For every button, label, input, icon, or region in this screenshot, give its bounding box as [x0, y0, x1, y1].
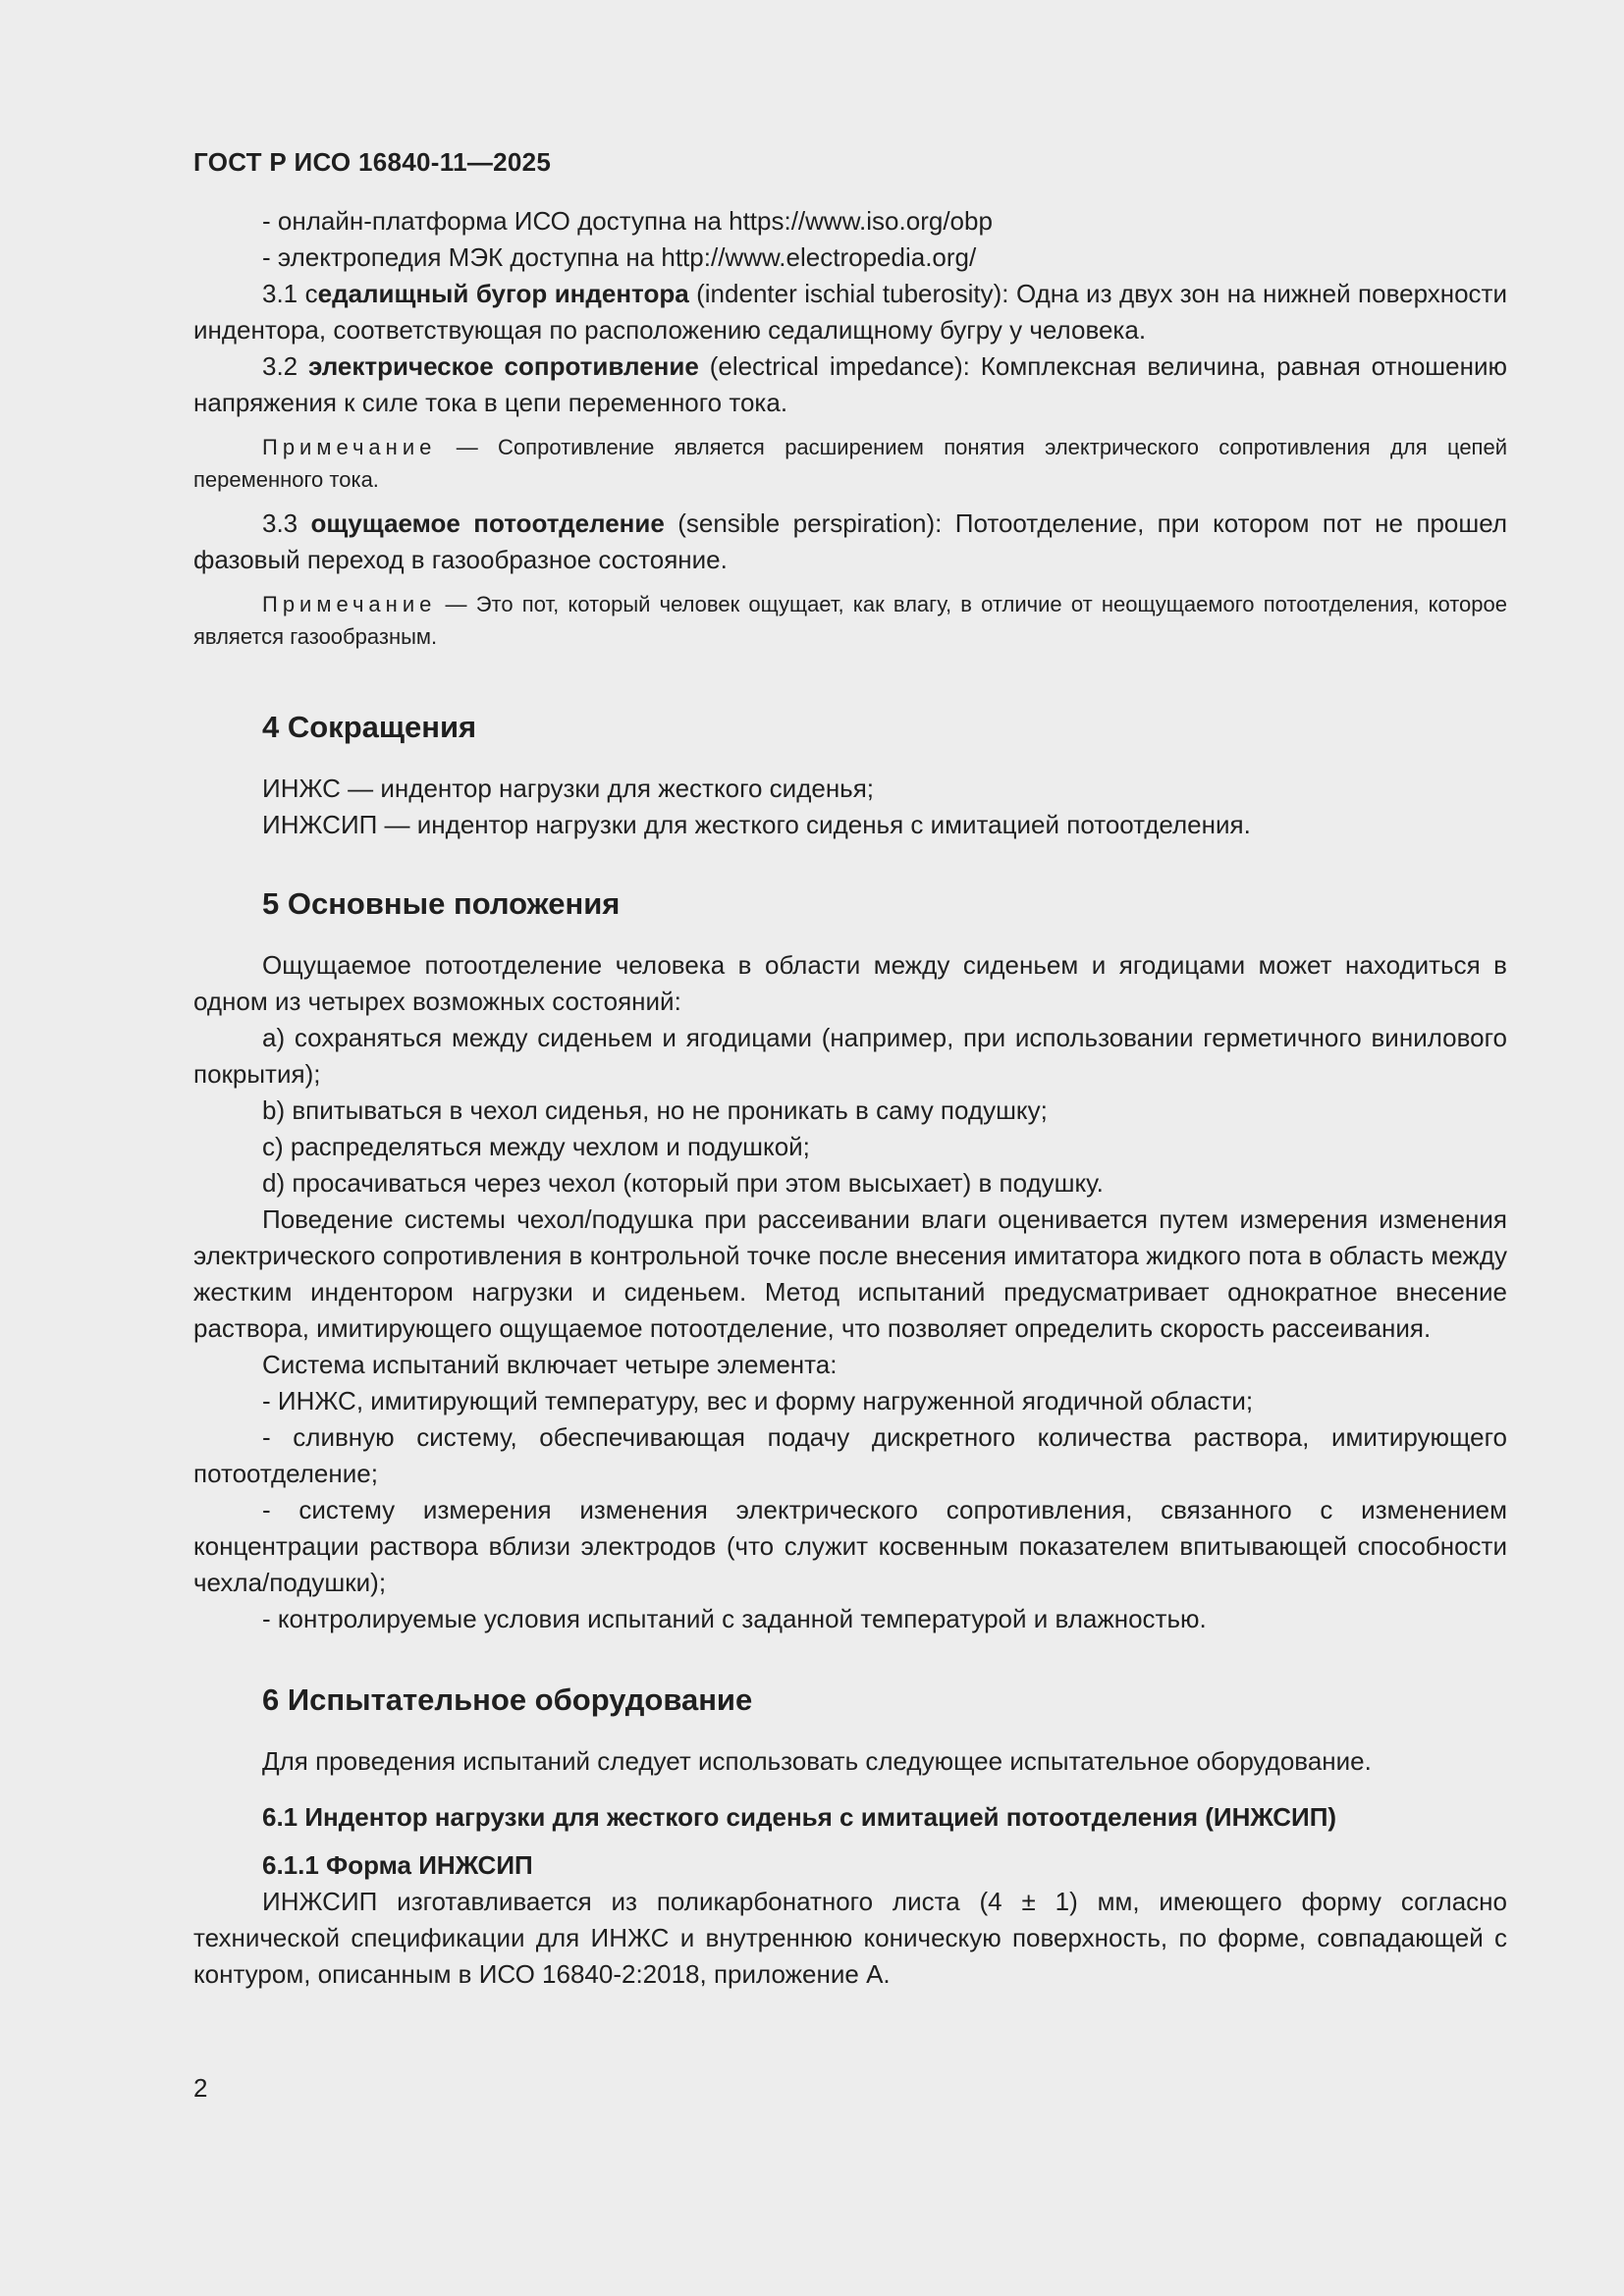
section-5-intro: Ощущаемое потоотделение человека в области между сиденьем и ягодицами может находиться в одном из четырех возможных состояний:: [193, 950, 1507, 1016]
section-5-heading: 5 Основные положения: [262, 886, 621, 921]
note-text: — Сопротивление является расширением понятия электрического сопротивления для цепей переменного тока.: [193, 435, 1507, 492]
state-item: b) впитываться в чехол сиденья, но не проникать в саму подушку;: [262, 1095, 1048, 1125]
system-element: - ИНЖС, имитирующий температуру, вес и форму нагруженной ягодичной области;: [262, 1386, 1254, 1415]
term-number: 3.2: [262, 351, 309, 381]
system-element: - контролируемые условия испытаний с заданной температурой и влажностью.: [262, 1604, 1207, 1633]
term-definition: (sensible perspiration): Потоотделение, при котором пот не прошел фазовый переход в газообразное состояние.: [193, 508, 1508, 574]
term-definition: (electrical impedance): Комплексная величина, равная отношению напряжения к силе тока в цепи переменного тока.: [193, 351, 1507, 417]
section-6-intro: Для проведения испытаний следует использовать следующее испытательное оборудование.: [262, 1746, 1372, 1776]
section-6-heading: 6 Испытательное оборудование: [262, 1682, 753, 1717]
system-intro: Система испытаний включает четыре элемента:: [262, 1350, 838, 1379]
term-name: ощущаемое потоотделение: [310, 508, 665, 538]
abbr-item: ИНЖС — индентор нагрузки для жесткого сиденья;: [262, 774, 875, 803]
term-3-1: [193, 276, 1507, 348]
term-definition: (indenter ischial tuberosity): Одна из двух зон на нижней поверхности индентора, соответствующая по расположению седалищному бугру у человека.: [193, 279, 1507, 345]
state-item: a) сохраняться между сиденьем и ягодицами (например, при использовании герметичного винилового покрытия);: [193, 1023, 1507, 1089]
term-number: 3.3: [262, 508, 311, 538]
document-header: ГОСТ Р ИСО 16840-11—2025: [193, 147, 552, 177]
subsection-6-1-1-paragraph: ИНЖСИП изготавливается из поликарбонатного листа (4 ± 1) мм, имеющего форму согласно технической спецификации для ИНЖС и внутреннюю коническую поверхность, по форме, совпадающей с контуром, описанным в ИСО 16840-2:2018, приложение А.: [193, 1887, 1507, 1989]
abbr-item: ИНЖСИП — индентор нагрузки для жесткого сиденья с имитацией потоотделения.: [262, 810, 1251, 839]
term-name: едалищный бугор индентора: [317, 279, 689, 308]
note-label: Примечание: [262, 435, 437, 459]
page-number: 2: [193, 2073, 208, 2103]
note-label: Примечание: [262, 592, 437, 616]
note-text: — Это пот, который человек ощущает, как влагу, в отличие от неощущаемого потоотделения, которое является газообразным.: [193, 592, 1507, 649]
term-3-3: [193, 506, 1507, 578]
section-4-heading: 4 Сокращения: [262, 710, 477, 744]
subsection-6-1-heading: 6.1 Индентор нагрузки для жесткого сиденья с имитацией потоотделения (ИНЖСИП): [262, 1802, 1337, 1832]
state-item: d) просачиваться через чехол (который при этом высыхает) в подушку.: [262, 1168, 1104, 1198]
document-page: [193, 147, 1507, 1993]
term-number: 3.1 с: [262, 279, 318, 308]
ref-electropedia: - электропедия МЭК доступна на http://www.electropedia.org/: [262, 242, 977, 272]
term-3-2: [193, 348, 1507, 421]
system-element: - систему измерения изменения электрического сопротивления, связанного с изменением концентрации раствора вблизи электродов (что служит косвенным показателем впитывающей способности чехла/подушки);: [193, 1495, 1507, 1597]
note-1: [193, 431, 1507, 496]
state-item: c) распределяться между чехлом и подушкой;: [262, 1132, 810, 1161]
note-2: [193, 588, 1507, 653]
term-name: электрическое сопротивление: [308, 351, 699, 381]
section-5-paragraph: Поведение системы чехол/подушка при рассеивании влаги оценивается путем измерения изменения электрического сопротивления в контрольной точке после внесения имитатора жидкого пота в область между жестким индентором нагрузки и сиденьем. Метод испытаний предусматривает однократное внесение раствора, имитирующего ощущаемое потоотделение, что позволяет определить скорость рассеивания.: [193, 1204, 1507, 1343]
subsection-6-1-1-heading: 6.1.1 Форма ИНЖСИП: [262, 1850, 533, 1880]
system-element: - сливную систему, обеспечивающая подачу дискретного количества раствора, имитирующего потоотделение;: [193, 1422, 1507, 1488]
ref-iso-obp: - онлайн-платформа ИСО доступна на https://www.iso.org/obp: [262, 206, 993, 236]
